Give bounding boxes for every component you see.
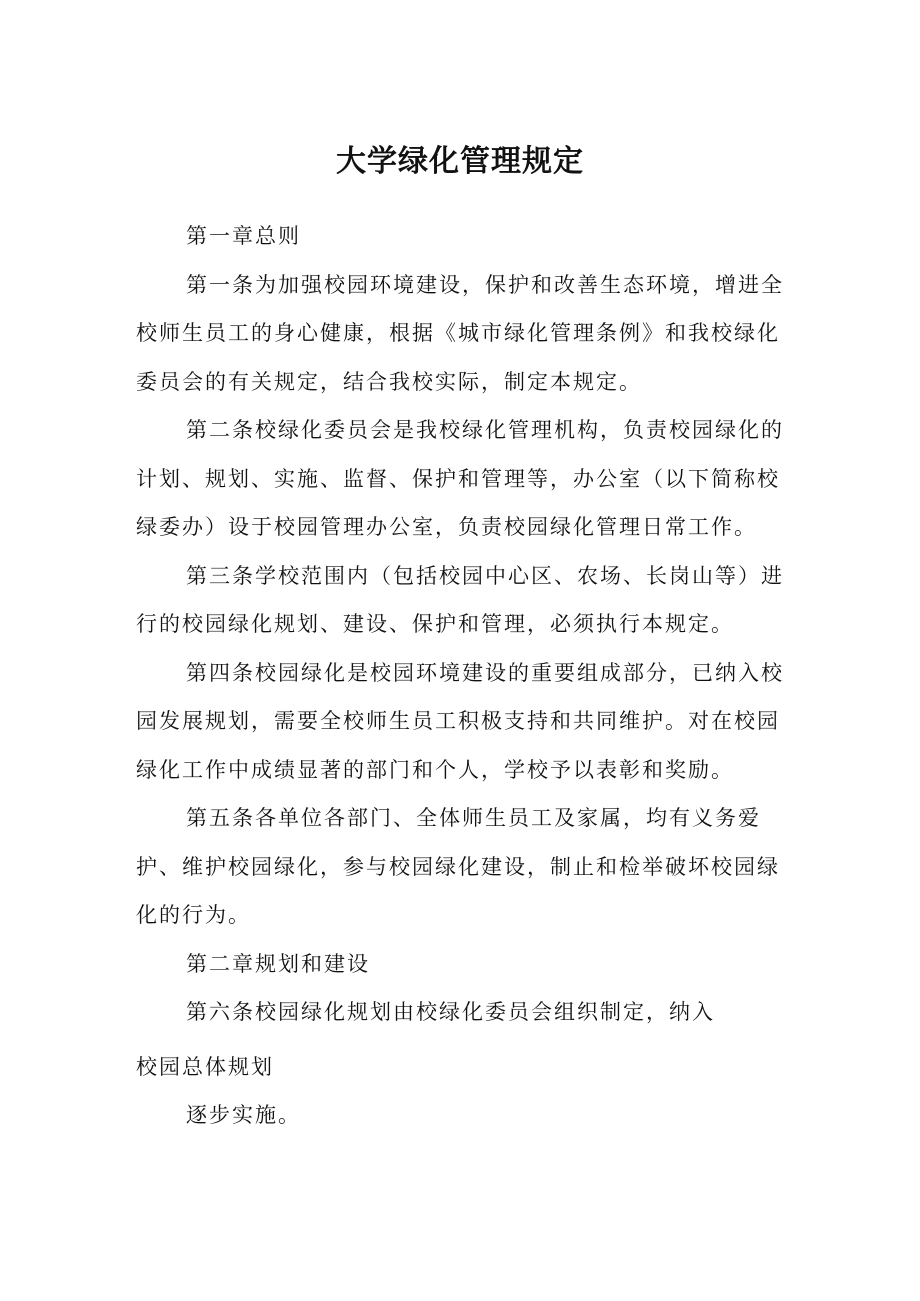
article-paragraph: 第六条校园绿化规划由校绿化委员会组织制定，纳入 (186, 1000, 715, 1024)
document-body (136, 212, 796, 1140)
article-paragraph: 第二条校绿化委员会是我校绿化管理机构，负责校园绿化的计划、规划、实施、监督、保护和管理等，办公室（以下简称校绿委办）设于校园管理办公室，负责校园绿化管理日常工作。 (136, 418, 784, 539)
article-paragraph: 第一条为加强校园环境建设，保护和改善生态环境，增进全校师生员工的身心健康，根据《城市绿化管理条例》和我校绿化委员会的有关规定，结合我校实际，制定本规定。 (136, 272, 784, 394)
article-paragraph: 第四条校园绿化是校园环境建设的重要组成部分，已纳入校园发展规划，需要全校师生员工积极支持和共同维护。对在校园绿化工作中成绩显著的部门和个人，学校予以表彰和奖励。 (136, 660, 784, 782)
article-paragraph: 第五条各单位各部门、全体师生员工及家属，均有义务爱护、维护校园绿化，参与校园绿化建设，制止和检举破坏校园绿化的行为。 (136, 806, 780, 927)
chapter-heading: 第一章总则 (186, 224, 301, 248)
article-fragment: 校园总体规划 (136, 1054, 274, 1079)
article-fragment: 逐步实施。 (186, 1103, 301, 1127)
article-paragraph: 第三条学校范围内（包括校园中心区、农场、长岗山等）进行的校园绿化规划、建设、保护和管理，必须执行本规定。 (136, 563, 784, 636)
document-title: 大学绿化管理规定 (336, 144, 584, 179)
chapter-heading: 第二章规划和建设 (186, 951, 370, 976)
